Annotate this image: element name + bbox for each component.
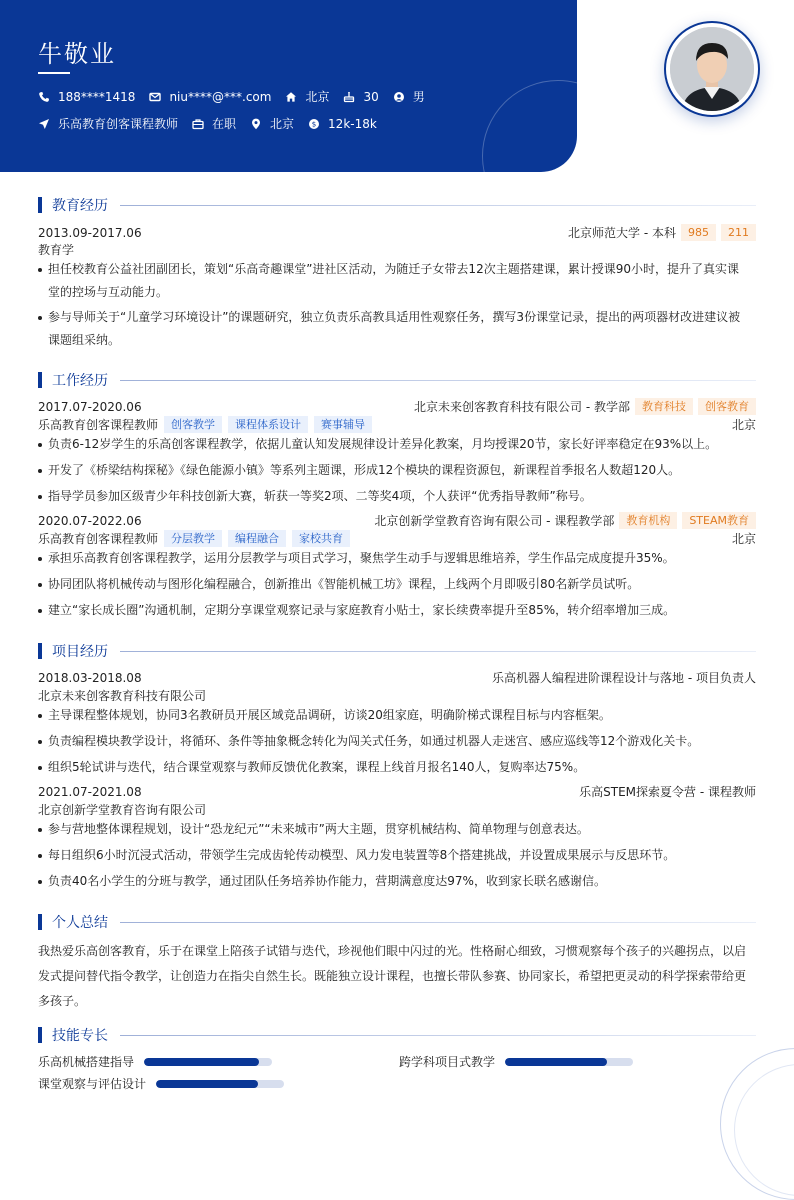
section-divider	[120, 380, 756, 381]
list-item: 参与营地整体课程规划，设计“恐龙纪元”“未来城市”两大主题，贯穿机械结构、简单物理与创意表达。	[38, 818, 750, 841]
skill-name: 乐高机械搭建指导	[38, 1055, 135, 1069]
target-position-text: 乐高教育创客课程教师	[58, 117, 179, 131]
education-period: 2013.09-2017.06	[38, 225, 142, 240]
age-item	[343, 90, 378, 104]
phone-item	[38, 90, 135, 104]
skill-bar	[144, 1058, 272, 1066]
work-role: 乐高教育创客课程教师	[38, 532, 159, 546]
section-marker	[38, 372, 42, 388]
project-period: 2021.07-2021.08	[38, 784, 142, 799]
education-header-row	[38, 224, 756, 241]
section-divider	[120, 651, 756, 652]
project-org: 北京创新学堂教育咨询有限公司	[38, 803, 207, 817]
work-period: 2020.07-2022.06	[38, 513, 142, 528]
candidate-name: 牛敬业	[38, 40, 116, 68]
section-title-projects	[38, 642, 756, 660]
role-tag: 课程体系设计	[228, 416, 308, 433]
avatar	[670, 27, 754, 111]
section-marker	[38, 197, 42, 213]
header-banner	[0, 0, 577, 172]
section-marker	[38, 1027, 42, 1043]
work-location: 北京	[731, 532, 756, 546]
svg-text:$: $	[311, 120, 317, 129]
list-item: 负责编程模块教学设计，将循环、条件等抽象概念转化为闯关式任务，如通过机器人走迷宫、感应巡线等12个游戏化关卡。	[38, 730, 750, 753]
company-tag: STEAM教育	[682, 512, 756, 529]
list-item: 主导课程整体规划，协同3名教研员开展区域竞品调研，访谈20组家庭，明确阶梯式课程目标与内容框架。	[38, 704, 750, 727]
section-title-education	[38, 196, 756, 214]
city-text: 北京	[305, 90, 330, 104]
summary-text: 我热爱乐高创客教育，乐于在课堂上陪孩子试错与迭代，珍视他们眼中闪过的光。性格耐心细致，习惯观察每个孩子的兴趣拐点，以启发式提问替代指令教学，让创造力在指尖自然生长。既能独立设计课程，也擅长带队参赛、协同家长，希望把更灵动的科学探索带给更多孩子。	[38, 944, 747, 1008]
section-title-summary	[38, 913, 756, 931]
email-item	[149, 90, 271, 104]
list-item: 建立“家长成长圈”沟通机制，定期分享课堂观察记录与家庭教育小贴士，家长续费率提升至85%，转介绍率增加三成。	[38, 599, 750, 622]
section-title-text: 工作经历	[52, 373, 108, 389]
company-tag: 创客教育	[698, 398, 756, 415]
name-underline	[38, 72, 70, 74]
work-role: 乐高教育创客课程教师	[38, 418, 159, 432]
section-marker	[38, 643, 42, 659]
home-icon	[285, 91, 297, 103]
city-item	[285, 88, 329, 105]
status-text: 在职	[212, 117, 237, 131]
project-org-row	[38, 687, 756, 704]
skill-bar-fill	[505, 1058, 607, 1066]
section-title-text: 教育经历	[52, 198, 108, 214]
skill-name: 跨学科项目式教学	[399, 1055, 496, 1069]
project-header-row	[38, 669, 756, 686]
skill-bar	[156, 1080, 284, 1088]
email-icon	[149, 91, 161, 103]
section-title-text: 个人总结	[52, 915, 108, 931]
project-header-row	[38, 783, 756, 800]
project-period: 2018.03-2018.08	[38, 670, 142, 685]
status-item	[192, 115, 236, 132]
education-major-row	[38, 241, 756, 258]
section-title-text: 技能专长	[52, 1028, 108, 1044]
education-school-group	[568, 224, 756, 241]
phone-text: 188****1418	[58, 89, 136, 104]
work-company-group	[374, 512, 756, 529]
role-tag: 编程融合	[228, 530, 286, 547]
work-role-row	[38, 530, 756, 547]
skill-item	[38, 1075, 284, 1092]
skill-bar	[505, 1058, 633, 1066]
skill-item	[38, 1053, 272, 1070]
work-role-group	[38, 530, 350, 547]
section-divider	[120, 1035, 756, 1036]
gender-item	[393, 88, 425, 105]
list-item: 承担乐高教育创客课程教学，运用分层教学与项目式学习，聚焦学生动手与逻辑思维培养，学生作品完成度提升35%。	[38, 547, 750, 570]
section-marker	[38, 914, 42, 930]
header-decor-ring	[482, 80, 577, 172]
list-item: 每日组织6小时沉浸式活动，带领学生完成齿轮传动模型、风力发电装置等8个搭建挑战，并设置成果展示与反思环节。	[38, 844, 750, 867]
work-header-row	[38, 512, 756, 529]
coin-icon	[308, 118, 320, 130]
avatar-frame	[664, 21, 760, 117]
section-title-skills	[38, 1026, 756, 1044]
company-tag: 教育科技	[635, 398, 693, 415]
project-org-row	[38, 801, 756, 818]
work-period: 2017.07-2020.06	[38, 399, 142, 414]
briefcase-icon	[192, 118, 204, 130]
work-company-group	[414, 398, 756, 415]
project-org: 北京未来创客教育科技有限公司	[38, 689, 207, 703]
salary-item	[308, 117, 377, 131]
skill-name: 课堂观察与评估设计	[38, 1077, 147, 1091]
skill-bar-fill	[144, 1058, 259, 1066]
work-role-group	[38, 416, 372, 433]
section-divider	[120, 205, 756, 206]
send-icon	[38, 118, 50, 130]
skill-bar-fill	[156, 1080, 258, 1088]
role-tag: 分层教学	[164, 530, 222, 547]
list-item: 负责6-12岁学生的乐高创客课程教学，依据儿童认知发展规律设计差异化教案，月均授课20节，家长好评率稳定在93%以上。	[38, 433, 750, 456]
list-item: 协同团队将机械传动与图形化编程融合，创新推出《智能机械工坊》课程，上线两个月即吸引80名新学员试听。	[38, 573, 750, 596]
role-tag: 家校共育	[292, 530, 350, 547]
section-divider	[120, 922, 756, 923]
project-name-role: 乐高机器人编程进阶课程设计与落地 - 项目负责人	[492, 671, 756, 685]
section-title-work	[38, 371, 756, 389]
company-tag: 教育机构	[619, 512, 677, 529]
list-item: 组织5轮试讲与迭代，结合课堂观察与教师反馈优化教案，课程上线首月报名140人，复购率达75%。	[38, 756, 750, 779]
target-position-item	[38, 115, 178, 132]
location-pin-icon	[250, 118, 262, 130]
role-tag: 创客教学	[164, 416, 222, 433]
education-major: 教育学	[38, 243, 75, 257]
list-item: 担任校教育公益社团副团长，策划“乐高奇趣课堂”进社区活动，为随迁子女带去12次主题搭建课，累计授课90小时，提升了真实课堂的控场与互动能力。	[38, 258, 750, 304]
contact-row	[38, 88, 439, 105]
list-item: 开发了《桥梁结构探秘》《绿色能源小镇》等系列主题课，形成12个模块的课程资源包，新课程首季报名人数超120人。	[38, 459, 750, 482]
work-header-row	[38, 398, 756, 415]
cake-icon	[343, 91, 355, 103]
list-item: 参与导师关于“儿童学习环境设计”的课题研究，独立负责乐高教具适用性观察任务，撰写3份课堂记录，提出的两项器材改进建议被课题组采纳。	[38, 306, 750, 352]
section-title-text: 项目经历	[52, 644, 108, 660]
person-icon	[393, 91, 405, 103]
work-role-row	[38, 416, 756, 433]
work-location: 北京	[731, 418, 756, 432]
salary-text: 12k-18k	[328, 116, 377, 131]
list-item: 负责40名小学生的分班与教学，通过团队任务培养协作能力，营期满意度达97%，收到家长联名感谢信。	[38, 870, 750, 893]
phone-icon	[38, 91, 50, 103]
education-school: 北京师范大学 - 本科	[568, 226, 676, 240]
job-intent-row	[38, 115, 391, 132]
school-tag: 985	[681, 224, 716, 241]
work-company: 北京未来创客教育科技有限公司 - 教学部	[414, 400, 630, 414]
gender-text: 男	[412, 90, 425, 104]
project-name-role: 乐高STEM探索夏令营 - 课程教师	[579, 785, 756, 799]
email-text: niu****@***.com	[169, 89, 272, 104]
school-tag: 211	[721, 224, 756, 241]
role-tag: 赛事辅导	[314, 416, 372, 433]
target-city-text: 北京	[270, 117, 295, 131]
target-city-item	[250, 115, 294, 132]
age-text: 30	[363, 89, 379, 104]
skill-item	[399, 1053, 633, 1070]
work-company: 北京创新学堂教育咨询有限公司 - 课程教学部	[374, 514, 615, 528]
list-item: 指导学员参加区级青少年科技创新大赛，斩获一等奖2项、二等奖4项，个人获评“优秀指导教师”称号。	[38, 485, 750, 508]
